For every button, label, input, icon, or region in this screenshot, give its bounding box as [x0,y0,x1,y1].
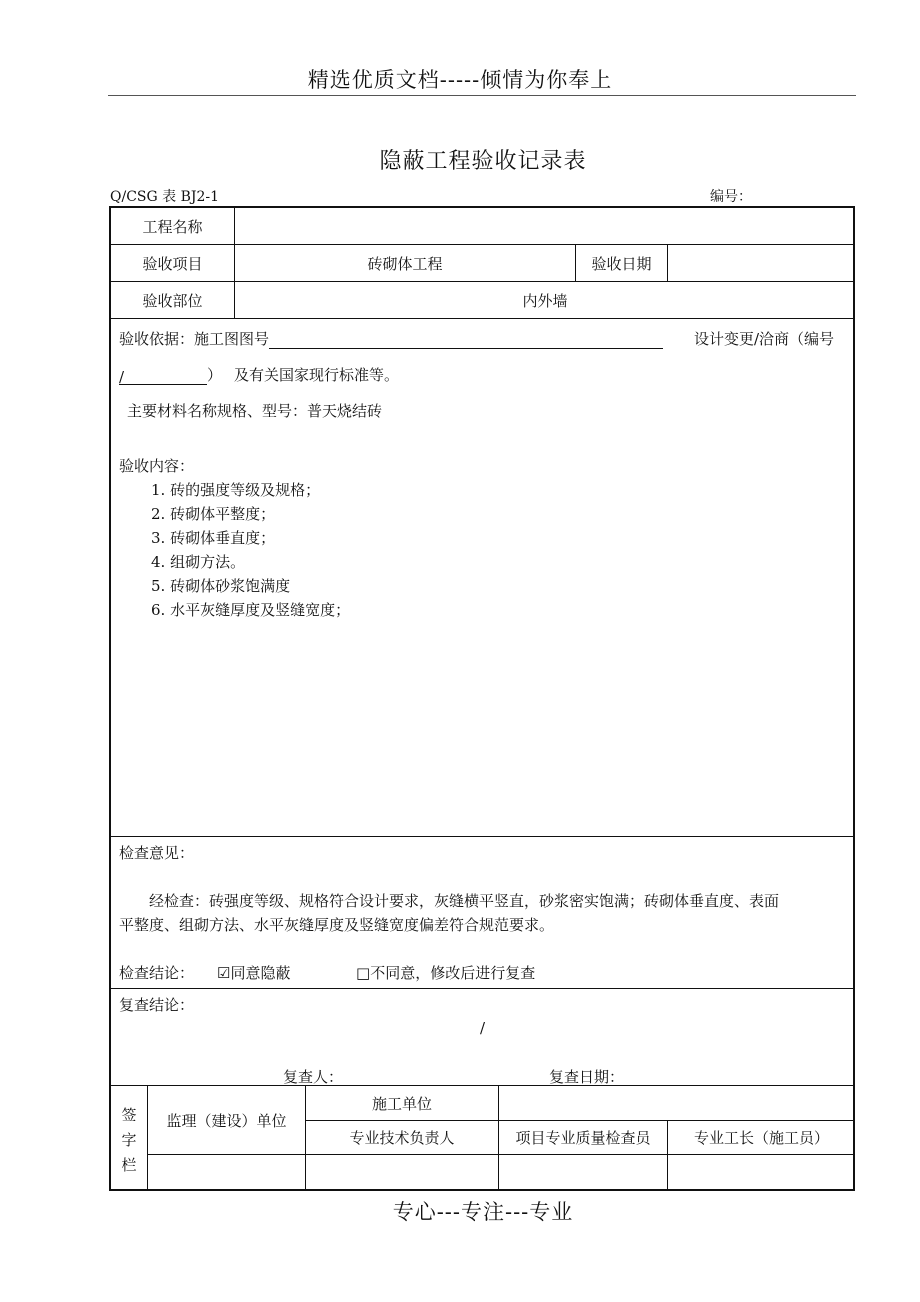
recheck-person-label: 复查人： [283,1068,344,1086]
page-header: 精选优质文档-----倾情为你奉上 [307,68,613,92]
conclusion-label: 检查结论： [119,964,195,982]
page-footer: 专心---专注---专业 [392,1200,574,1224]
content-item: 1. 砖的强度等级及规格； [151,481,321,499]
contractor-unit-value [499,1086,855,1120]
content-label: 验收内容： [119,457,195,475]
signature-side-char: 签 [121,1106,137,1124]
foreman-signature-cell[interactable] [668,1155,855,1191]
inspection-item-value: 砖砌体工程 [367,254,443,273]
tech-lead-signature-cell[interactable] [306,1155,498,1191]
main-materials: 主要材料名称规格、型号：普天烧结砖 [127,402,383,420]
content-item: 6. 水平灰缝厚度及竖缝宽度； [151,601,351,619]
inspection-date-value [668,245,855,281]
agree-label: 同意隐蔽 [230,964,291,982]
header-rule [108,95,856,96]
drawing-number-blank [269,332,663,349]
agree-option[interactable] [217,962,290,983]
project-name-label: 工程名称 [142,218,203,236]
supervisor-unit-label: 监理（建设）单位 [166,1111,287,1130]
unchecked-box-icon[interactable]: □ [356,964,371,982]
basis-close-paren: ） [207,366,223,384]
contractor-unit-label: 施工单位 [371,1094,432,1113]
quality-inspector-signature-cell[interactable] [499,1155,667,1191]
inspection-opinion-line-2: 平整度、组砌方法、水平灰缝厚度及竖缝宽度偏差符合规范要求。 [119,916,555,934]
signature-side-char: 字 [121,1131,137,1149]
recheck-slash: / [480,1019,486,1037]
recheck-label: 复查结论： [119,996,195,1014]
content-item: 5. 砖砌体砂浆饱满度 [151,577,291,595]
design-change-label: 设计变更/洽商（编号 [694,330,835,348]
content-item: 2. 砖砌体平整度； [151,505,276,523]
quality-inspector-label: 项目专业质量检查员 [515,1129,651,1147]
checked-box-icon[interactable]: ☑ [217,964,231,982]
content-item: 4. 组砌方法。 [151,553,246,571]
form-number-label: 编号： [710,189,752,205]
row-divider [111,836,855,837]
basis-line-2 [119,364,399,385]
content-item: 3. 砖砌体垂直度； [151,529,276,547]
signature-side-char: 栏 [121,1156,137,1174]
row-divider [111,318,855,319]
inspection-date-label: 验收日期 [591,254,652,273]
inspection-opinion-label: 检查意见： [119,844,195,862]
project-name-value [235,208,855,245]
change-number-blank [119,368,207,385]
inspection-item-label: 验收项目 [142,254,203,273]
row-divider [111,988,855,989]
inspection-location-label: 验收部位 [142,291,203,310]
supervisor-signature-cell[interactable] [148,1155,305,1191]
basis-standards-text: 及有关国家现行标准等。 [234,366,400,384]
disagree-option[interactable] [356,962,535,983]
recheck-date-label: 复查日期： [549,1068,625,1086]
inspection-location-value: 内外墙 [522,291,568,310]
foreman-label: 专业工长（施工员） [693,1129,829,1147]
inspection-form [109,206,855,1191]
inspection-opinion-line-1: 经检查：砖强度等级、规格符合设计要求，灰缝横平竖直，砂浆密实饱满；砖砌体垂直度、表面 [149,892,780,910]
disagree-label: 不同意，修改后进行复查 [370,964,536,982]
basis-drawing-label: 验收依据：施工图图号 [119,330,270,348]
tech-lead-label: 专业技术负责人 [349,1129,455,1147]
form-code: Q/CSG 表 BJ2-1 [110,189,220,205]
form-title: 隐蔽工程验收记录表 [379,149,587,174]
basis-line-1 [119,328,663,349]
change-number-slash: / [119,368,125,386]
